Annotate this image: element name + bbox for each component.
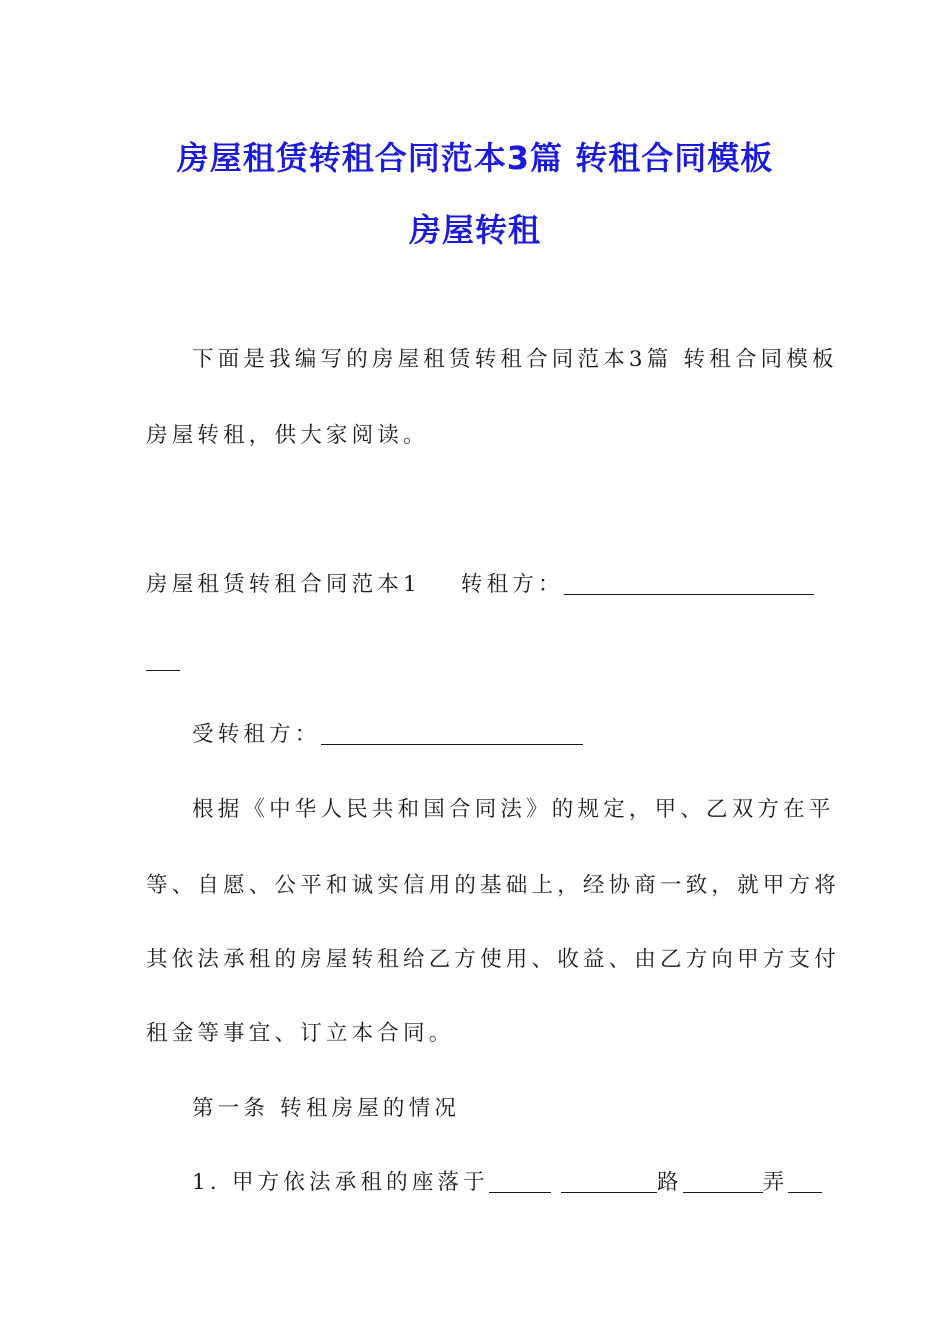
paragraph-1-line-4: 租金等事宜、订立本合同。 [146, 1021, 455, 1046]
sublessor-blank-continued [146, 648, 180, 671]
location-blank-2 [561, 1170, 657, 1193]
lane-label: 弄 [762, 1170, 789, 1195]
sublessor-label: 转租方： [460, 572, 564, 597]
sublessee-blank [321, 722, 583, 745]
sublessee-label: 受转租方： [192, 722, 321, 747]
document-title-line-2: 房屋转租 [408, 211, 541, 249]
section-title: 房屋租赁转租合同范本1 [146, 572, 421, 597]
item-1-prefix: 1. 甲方依法承租的座落于 [192, 1170, 489, 1195]
sublessor-blank-continued-row [146, 646, 806, 676]
intro-line-1: 下面是我编写的房屋租赁转租合同范本3篇 转租合同模板 [192, 347, 838, 372]
paragraph-1-line-1: 根据《中华人民共和国合同法》的规定，甲、乙双方在平 [192, 797, 835, 822]
section-heading-row [146, 570, 806, 600]
paragraph-1-line-3: 其依法承租的房屋转租给乙方使用、收益、由乙方向甲方支付 [146, 947, 840, 972]
road-label: 路 [656, 1170, 683, 1195]
document-title-line-1: 房屋租赁转租合同范本3篇 转租合同模板 [176, 139, 774, 177]
intro-line-2: 房屋转租，供大家阅读。 [146, 423, 429, 448]
sublessor-blank [564, 572, 814, 595]
paragraph-1-line-2: 等、自愿、公平和诚实信用的基础上，经协商一致，就甲方将 [146, 873, 840, 898]
article-1-title: 第一条 转租房屋的情况 [192, 1096, 461, 1121]
lane-blank [788, 1170, 822, 1193]
sublessee-row [192, 720, 806, 750]
road-blank [683, 1170, 763, 1193]
location-blank-1 [489, 1170, 551, 1193]
article-1-item-1 [192, 1168, 806, 1198]
